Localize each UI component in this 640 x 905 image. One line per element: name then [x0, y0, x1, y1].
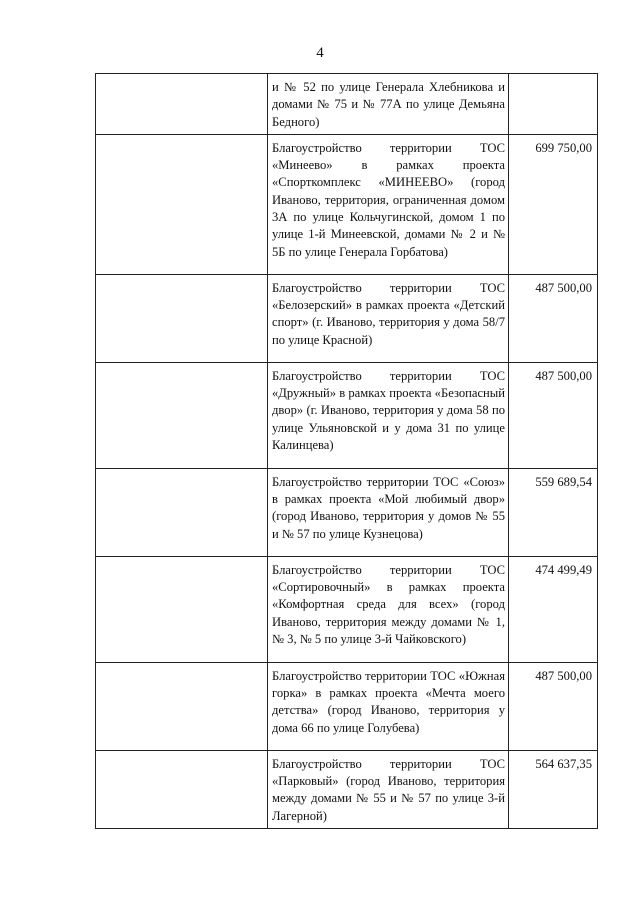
page-number: 4: [316, 45, 324, 61]
table-row: [96, 274, 598, 362]
project-description: Благоустройство территории ТОС «Сортировочный» в рамках проекта «Комфортная среда для всех» (город Иваново, территория между домами № 1, № 3, № 5 по улице 3-й Чайковского): [268, 556, 509, 662]
project-amount: [509, 662, 598, 750]
project-amount: [509, 556, 598, 662]
project-amount: [509, 362, 598, 468]
project-description: и № 52 по улице Генерала Хлебникова и домами № 75 и № 77А по улице Демьяна Бедного): [268, 74, 509, 135]
project-description: Благоустройство территории ТОС «Минеево» в рамках проекта «Спорткомплекс «МИНЕЕВО» (город Иваново, территория, ограниченная домом 3А по улице Кольчугинской, домом 1 по улице 1-й Минеевской, домами № 2 и № 5Б по улице Генерала Горбатова): [268, 134, 509, 274]
table-row: [96, 74, 598, 135]
amount-value: 487 500,00: [535, 368, 592, 383]
funding-table: [95, 73, 598, 829]
table-row: [96, 662, 598, 750]
table-row: [96, 750, 598, 828]
amount-value: 487 500,00: [535, 668, 592, 683]
project-amount: [509, 750, 598, 828]
project-amount: [509, 74, 598, 135]
table-row: [96, 134, 598, 274]
table-row: [96, 362, 598, 468]
project-amount: [509, 134, 598, 274]
table-row: [96, 468, 598, 556]
project-amount: [509, 468, 598, 556]
table-cell-empty: [96, 468, 268, 556]
project-description: Благоустройство территории ТОС «Дружный» в рамках проекта «Безопасный двор» (г. Иваново, территория у дома 58 по улице Ульяновской и у дома 31 по улице Калинцева): [268, 362, 509, 468]
table-cell-empty: [96, 662, 268, 750]
table-row: [96, 556, 598, 662]
amount-value: 474 499,49: [535, 562, 592, 577]
table-cell-empty: [96, 74, 268, 135]
table-cell-empty: [96, 750, 268, 828]
amount-value: 559 689,54: [535, 474, 592, 489]
table-cell-empty: [96, 274, 268, 362]
project-amount: [509, 274, 598, 362]
table-cell-empty: [96, 134, 268, 274]
amount-value: 699 750,00: [535, 140, 592, 155]
project-description: Благоустройство территории ТОС «Южная горка» в рамках проекта «Мечта моего детства» (город Иваново, территория у дома 66 по улице Голубева): [268, 662, 509, 750]
amount-value: 487 500,00: [535, 280, 592, 295]
amount-value: 564 637,35: [535, 756, 592, 771]
table-cell-empty: [96, 556, 268, 662]
table-cell-empty: [96, 362, 268, 468]
project-description: Благоустройство территории ТОС «Союз» в рамках проекта «Мой любимый двор» (город Иваново, территория у домов № 55 и № 57 по улице Кузнецова): [268, 468, 509, 556]
project-description: Благоустройство территории ТОС «Парковый» (город Иваново, территория между домами № 55 и № 57 по улице 3-й Лагерной): [268, 750, 509, 828]
project-description: Благоустройство территории ТОС «Белозерский» в рамках проекта «Детский спорт» (г. Иваново, территория у дома 58/7 по улице Красной): [268, 274, 509, 362]
